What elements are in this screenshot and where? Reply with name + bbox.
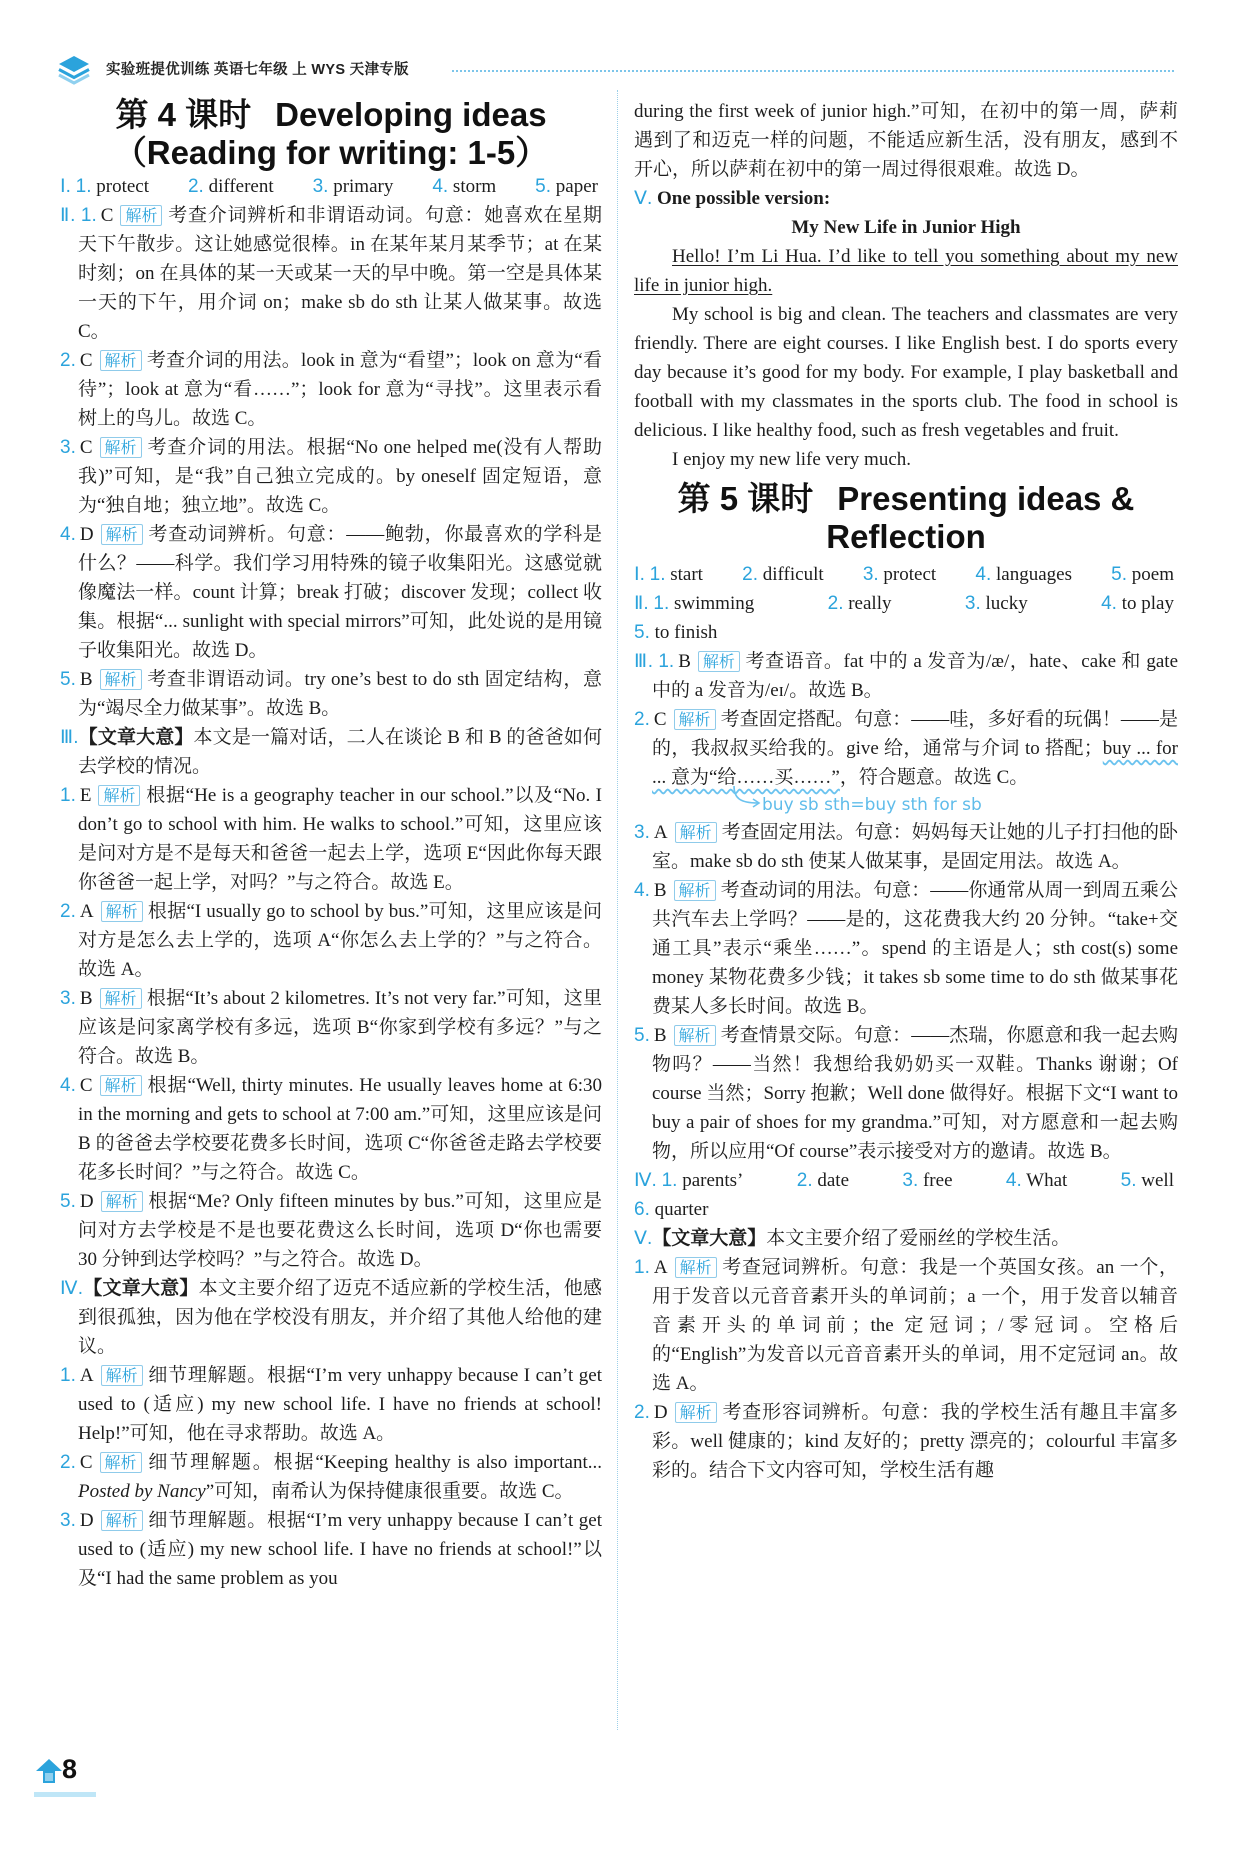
summary-text: 本文主要介绍了迈克不适应新的学校生活，他感到很孤独，因为他在学校没有朋友，并介绍了其他人给他的建议。 (78, 1278, 602, 1357)
l5-section-2-answers-cont (634, 618, 1178, 647)
lesson-5-title-line-2: Reflection (826, 518, 986, 555)
answer-letter: D (79, 1510, 94, 1531)
answer-item (60, 781, 602, 897)
analysis-text: 根据“He is a geography teacher in our school.”以及“No. I don’t go to school with him. He walks to school.”可知，这里应该是问对方是不是每天和爸爸一起去上学，选项 E“因此你每天跟你爸爸一起上学，对吗？”与之符合。故选 E。 (78, 785, 602, 893)
item-number: 2. (796, 1170, 813, 1191)
analysis-tag: 解析 (698, 651, 740, 672)
answer-word: protect (883, 564, 937, 585)
analysis-text-after: ，符合题意。故选 C。 (839, 767, 1029, 788)
analysis-tag: 解析 (120, 205, 162, 226)
answer-pair (828, 589, 892, 618)
answer-word: different (208, 176, 274, 197)
answer-pair (634, 589, 754, 618)
answer-pair (742, 560, 823, 589)
answer-word: date (817, 1170, 850, 1191)
wavy-underlined-phrase: buy ... for ... 意为“给……买……” (652, 738, 1178, 788)
lesson-4-subtitle: （Reading for writing: 1-5） (113, 134, 549, 171)
summary-text: 本文主要介绍了爱丽丝的学校生活。 (766, 1228, 1071, 1249)
l5-section-4-answers (634, 1166, 1178, 1195)
answer-item (60, 346, 602, 433)
note-text: buy sb sth=buy sth for sb (762, 795, 982, 815)
lesson-4-title (60, 96, 602, 134)
item-number: 1. (649, 564, 666, 585)
answer-letter: B (678, 651, 691, 672)
analysis-text: 考查语音。fat 中的 a 发音为/æ/，hate、cake 和 gate 中的 a 发音为/eɪ/。故选 B。 (652, 651, 1179, 701)
item-number: 1. (661, 1170, 678, 1191)
answer-word: really (848, 593, 892, 614)
analysis-text: 考查动词的用法。句意：——你通常从周一到周五乘公共汽车去上学吗？——是的，这花费我大约 20 分钟。“take+交通工具”表示“乘坐……”。spend 的主语是人；sth cost(s) some money 某物花费多少钱；it takes sb some time to do sth 做某事花费某人多长时间。故选 B。 (652, 880, 1178, 1017)
essay-paragraph: My school is big and clean. The teachers and classmates are very friendly. There are eight courses. I like English best. I do sports every day because it’s good for my body. For example, I play basketball and football with my classmates in the sports club. The food in school is delicious. I like healthy food, such as fresh vegetables and fruit. (634, 304, 1178, 441)
answer-pair (535, 172, 598, 201)
answer-pair (1101, 589, 1174, 618)
answer-pair (1121, 1166, 1174, 1195)
item-number: 3. (60, 1510, 76, 1531)
answer-word: protect (96, 176, 150, 197)
answer-item (60, 984, 602, 1071)
answer-letter: C (79, 1452, 93, 1473)
answer-word: quarter (654, 1199, 709, 1220)
answer-pair (1006, 1166, 1067, 1195)
lesson-5-title (634, 480, 1178, 556)
essay-paragraph (634, 242, 1178, 300)
lesson-5-number: 第 5 课时 (677, 480, 814, 517)
item-number: 1. (75, 176, 92, 197)
answer-letter: A (79, 1365, 94, 1386)
passage-summary (60, 723, 602, 781)
answer-word: free (922, 1170, 953, 1191)
analysis-text: 考查固定搭配。句意：——哇，多好看的玩偶！——是的，我叔叔买给我的。give 给，通常与介词 to 搭配； (652, 709, 1178, 759)
summary-label: 【文章大意】 (83, 1278, 199, 1299)
answer-pair (975, 560, 1072, 589)
answer-item (634, 876, 1178, 1021)
analysis-text: 考查动词辨析。句意：——鲍勃，你最喜欢的学科是什么？——科学。我们学习用特殊的镜子收集阳光。这感觉就像魔法一样。count 计算；break 打破；discover 发现；collect 收集。根据“... sunlight with special mirrors”可知，此处说的是用镜子收集阳光。故选 D。 (78, 524, 602, 661)
roman-numeral: Ⅱ. (60, 205, 76, 226)
answer-letter: B (79, 669, 93, 690)
answer-word: parents’ (682, 1170, 744, 1191)
answer-pair (60, 172, 149, 201)
item-number: 4. (60, 1075, 76, 1096)
answer-item (634, 818, 1178, 876)
passage-summary (60, 1274, 602, 1361)
answer-word: paper (555, 176, 598, 197)
answer-letter: B (653, 880, 667, 901)
answer-word: to finish (654, 622, 718, 643)
answer-item (634, 705, 1178, 792)
item-number: 4. (60, 524, 76, 545)
answer-pair (634, 1195, 708, 1224)
answer-word: What (1026, 1170, 1068, 1191)
item-number: 3. (902, 1170, 919, 1191)
analysis-tag: 解析 (675, 1402, 717, 1423)
analysis-text: 考查介词的用法。look in 意为“看望”；look on 意为“看待”；look at 意为“看……”；look for 意为“寻找”。这里表示看树上的鸟儿。故选 C。 (78, 350, 602, 429)
roman-numeral: Ⅴ. (634, 1228, 653, 1249)
item-number: 5. (1111, 564, 1128, 585)
roman-numeral: Ⅰ. (60, 176, 71, 197)
analysis-text: 考查介词的用法。根据“No one helped me(没有人帮助我)”可知，是“我”自己独立完成的。by oneself 固定短语，意为“独自地；独立地”。故选 C。 (78, 437, 602, 516)
answer-word: poem (1131, 564, 1174, 585)
analysis-text: 细节理解题。根据“I’m very unhappy because I can’t get used to (适应) my new school life. I have no friends at school!”以及“I had the same problem as you (78, 1510, 602, 1589)
answer-item (60, 433, 602, 520)
analysis-tag: 解析 (101, 901, 143, 922)
roman-numeral: Ⅰ. (634, 564, 645, 585)
analysis-text: 考查冠词辨析。句意：我是一个英国女孩。an 一个，用于发音以元音音素开头的单词前；a 一个，用于发音以辅音音素开头的单词前；the 定冠词；/零冠词。空格后的“English”为发音以元音音素开头的单词，用不定冠词 an。故选 A。 (652, 1257, 1178, 1394)
answer-word: well (1141, 1170, 1174, 1191)
item-number: 1. (658, 651, 675, 672)
answer-item (60, 1361, 602, 1448)
answer-letter: D (653, 1402, 668, 1423)
roman-numeral: Ⅴ. (634, 188, 653, 209)
answer-letter: A (79, 901, 94, 922)
answer-letter: C (653, 709, 667, 730)
analysis-tag: 解析 (101, 524, 143, 545)
roman-numeral: Ⅲ. (60, 727, 79, 748)
item-number: 5. (1120, 1170, 1137, 1191)
answer-pair (432, 172, 496, 201)
summary-label: 【文章大意】 (78, 727, 194, 748)
essay-opening: Hello! I’m Li Hua. I’d like to tell you something about my new life in junior high. (634, 246, 1178, 296)
header-rule (452, 70, 1174, 72)
analysis-text: 根据“I usually go to school by bus.”可知，这里应该是问对方是怎么去上学的，选项 A“你怎么去上学的？”与之符合。故选 A。 (78, 901, 602, 980)
up-arrow-icon (34, 1756, 64, 1786)
answer-item (60, 201, 602, 346)
analysis-text: 根据“Well, thirty minutes. He usually leaves home at 6:30 in the morning and gets to school at 7:00 am.”可知，这里应该是问 B 的爸爸去学校要花费多长时间，选项 C“你爸爸走路去学校要花多长时间？”与之符合。故选 C。 (78, 1075, 602, 1183)
item-number: 1. (653, 593, 670, 614)
answer-word: swimming (674, 593, 755, 614)
answer-letter: B (79, 988, 93, 1009)
l5-section-1-answers (634, 560, 1178, 589)
item-number: 2. (187, 176, 204, 197)
handwritten-note (634, 792, 1178, 818)
item-number: 4. (1101, 593, 1117, 614)
answer-item (60, 1506, 602, 1593)
analysis-tag: 解析 (101, 1191, 143, 1212)
answer-item (634, 1021, 1178, 1166)
summary-text: 本文是一篇对话，二人在谈论 B 和 B 的爸爸如何去学校的情况。 (78, 727, 602, 777)
page-number: 8 (62, 1754, 78, 1784)
l4-section-1-answers (60, 172, 602, 201)
answer-pair (634, 560, 703, 589)
item-number: 6. (634, 1199, 650, 1220)
answer-item (60, 897, 602, 984)
answer-letter: E (79, 785, 92, 806)
item-number: 3. (60, 988, 76, 1009)
analysis-text-after: ”可知，南希认为保持健康很重要。故选 C。 (205, 1481, 574, 1502)
answer-pair (634, 618, 717, 647)
answer-item (60, 1448, 602, 1506)
item-number: 2. (60, 350, 76, 371)
answer-letter: C (100, 205, 114, 226)
answer-letter: A (653, 822, 668, 843)
analysis-tag: 解析 (100, 350, 142, 371)
roman-numeral: Ⅳ. (60, 1278, 84, 1299)
answer-pair (313, 172, 394, 201)
answer-pair (634, 1166, 743, 1195)
item-number: 3. (862, 564, 879, 585)
analysis-tag: 解析 (100, 988, 142, 1009)
answer-item (60, 1071, 602, 1187)
answer-item (60, 1187, 602, 1274)
analysis-text: 细节理解题。根据“I’m very unhappy because I can’t get used to (适应) my new school life. I have no friends at school! Help!”可知，他在寻求帮助。故选 A。 (78, 1365, 602, 1444)
item-number: 1. (634, 1257, 650, 1278)
item-number: 5. (60, 669, 76, 690)
item-number: 4. (975, 564, 992, 585)
roman-numeral: Ⅱ. (634, 593, 649, 614)
item-number: 4. (1005, 1170, 1022, 1191)
item-number: 1. (60, 1365, 76, 1386)
analysis-tag: 解析 (100, 437, 142, 458)
analysis-tag: 解析 (675, 1257, 717, 1278)
left-column (60, 96, 602, 1593)
item-number: 3. (634, 822, 650, 843)
analysis-tag: 解析 (101, 1365, 143, 1386)
analysis-text: 细节理解题。根据“Keeping healthy is also important... (146, 1452, 602, 1473)
page-number-bar (34, 1792, 96, 1797)
roman-numeral: Ⅲ. (634, 651, 653, 672)
item-number: 4. (432, 176, 449, 197)
answer-word: difficult (762, 564, 824, 585)
answer-letter: C (79, 350, 93, 371)
writing-heading (634, 184, 1178, 213)
item-number: 1. (80, 205, 97, 226)
answer-item (634, 1253, 1178, 1398)
answer-pair (965, 589, 1028, 618)
answer-letter: C (79, 1075, 93, 1096)
roman-numeral: Ⅳ. (634, 1170, 657, 1191)
answer-item (634, 1398, 1178, 1485)
analysis-text: 考查介词辨析和非谓语动词。句意：她喜欢在星期天下午散步。这让她感觉很棒。in 在某年某月某季节；at 在某时刻；on 在具体的某一天或某一天的早中晚。第一空是具体某一天的下午，用介词 on；make sb do sth 让某人做某事。故选 C。 (78, 205, 602, 342)
item-number: 2. (827, 593, 844, 614)
item-number: 4. (634, 880, 650, 901)
item-number: 2. (634, 1402, 650, 1423)
analysis-tag: 解析 (675, 822, 717, 843)
analysis-tag: 解析 (674, 1025, 716, 1046)
version-label: One possible version: (657, 188, 831, 209)
analysis-text: 根据“It’s about 2 kilometres. It’s not very far.”可知，这里应该是问家离学校有多远，选项 B“你家到学校有多远？”与之符合。故选 B。 (78, 988, 602, 1067)
item-number: 2. (60, 901, 76, 922)
answer-item (60, 665, 602, 723)
item-number: 3. (964, 593, 981, 614)
column-divider (617, 90, 618, 1730)
l5-section-2-answers (634, 589, 1178, 618)
lesson-4-number: 第 4 课时 (115, 96, 252, 133)
item-number: 2. (634, 709, 650, 730)
answer-pair (797, 1166, 849, 1195)
item-number: 3. (312, 176, 329, 197)
item-number: 2. (742, 564, 759, 585)
analysis-tag: 解析 (674, 709, 716, 730)
continued-analysis-text: during the first week of junior high.”可知，在初中的第一周，萨莉遇到了和迈克一样的问题，不能适应新生活，没有朋友，感到不开心，所以萨莉在初中的第一周过得很艰难。故选 D。 (634, 101, 1178, 180)
answer-word: storm (452, 176, 497, 197)
answer-pair (1111, 560, 1174, 589)
item-number: 5. (634, 1025, 650, 1046)
l5-section-4-answers-cont (634, 1195, 1178, 1224)
answer-item (60, 520, 602, 665)
analysis-text: 考查固定用法。句意：妈妈每天让她的儿子打扫他的卧室。make sb do sth 使某人做某事，是固定用法。故选 A。 (652, 822, 1178, 872)
summary-label: 【文章大意】 (652, 1228, 767, 1249)
answer-pair (188, 172, 274, 201)
analysis-text: 考查情景交际。句意：——杰瑞，你愿意和我一起去购物吗？——当然！我想给我奶奶买一双鞋。Thanks 谢谢；Of course 当然；Sorry 抱歉；Well done 做得好。根据下文“I want to buy a pair of shoes for my grandma.”可知，对方愿意和一起去购物，所以应用“Of course”表示接受对方的邀请。故选 B。 (652, 1025, 1178, 1162)
answer-letter: A (653, 1257, 668, 1278)
lesson-5-name: Presenting ideas & (837, 480, 1135, 517)
item-number: 5. (535, 176, 552, 197)
essay-paragraph: I enjoy my new life very much. (672, 449, 912, 470)
analysis-tag: 解析 (101, 1510, 143, 1531)
answer-pair (902, 1166, 952, 1195)
essay-title: My New Life in Junior High (791, 217, 1021, 238)
lesson-4-name: Developing ideas (275, 96, 547, 133)
answer-letter: B (653, 1025, 667, 1046)
analysis-tag: 解析 (674, 880, 716, 901)
lesson-5-title-line-1 (634, 480, 1178, 518)
book-stack-icon (56, 50, 92, 86)
answer-word: to play (1121, 593, 1174, 614)
right-column (634, 97, 1178, 1485)
answer-letter: D (79, 1191, 94, 1212)
item-number: 2. (60, 1452, 76, 1473)
answer-word: lucky (985, 593, 1028, 614)
answer-letter: C (79, 437, 93, 458)
answer-word: start (670, 564, 703, 585)
answer-word: languages (995, 564, 1072, 585)
analysis-tag: 解析 (100, 1452, 142, 1473)
item-number: 1. (60, 785, 76, 806)
analysis-text: 考查非谓语动词。try one’s best to do sth 固定结构，意为“竭尽全力做某事”。故选 B。 (78, 669, 602, 719)
answer-word: primary (333, 176, 394, 197)
answer-pair (863, 560, 936, 589)
answer-letter: D (79, 524, 94, 545)
passage-summary (634, 1224, 1178, 1253)
answer-item (634, 647, 1178, 705)
analysis-tag: 解析 (98, 785, 140, 806)
item-number: 5. (60, 1191, 76, 1212)
item-number: 5. (634, 622, 650, 643)
italic-source: Posted by Nancy (78, 1481, 206, 1502)
analysis-text: 考查形容词辨析。句意：我的学校生活有趣且丰富多彩。well 健康的；kind 友好的；pretty 漂亮的；colourful 丰富多彩的。结合下文内容可知，学校生活有趣 (652, 1402, 1178, 1481)
series-title: 实验班提优训练 英语七年级 上 WYS 天津专版 (106, 62, 409, 78)
analysis-text: 根据“Me? Only fifteen minutes by bus.”可知，这里应是问对方去学校是不是也要花费这么长时间，选项 D“你也需要 30 分钟到达学校吗？”与之符合。故选 D。 (78, 1191, 602, 1270)
analysis-tag: 解析 (100, 1075, 142, 1096)
item-number: 3. (60, 437, 76, 458)
curved-arrow-icon (730, 784, 764, 812)
analysis-tag: 解析 (100, 669, 142, 690)
